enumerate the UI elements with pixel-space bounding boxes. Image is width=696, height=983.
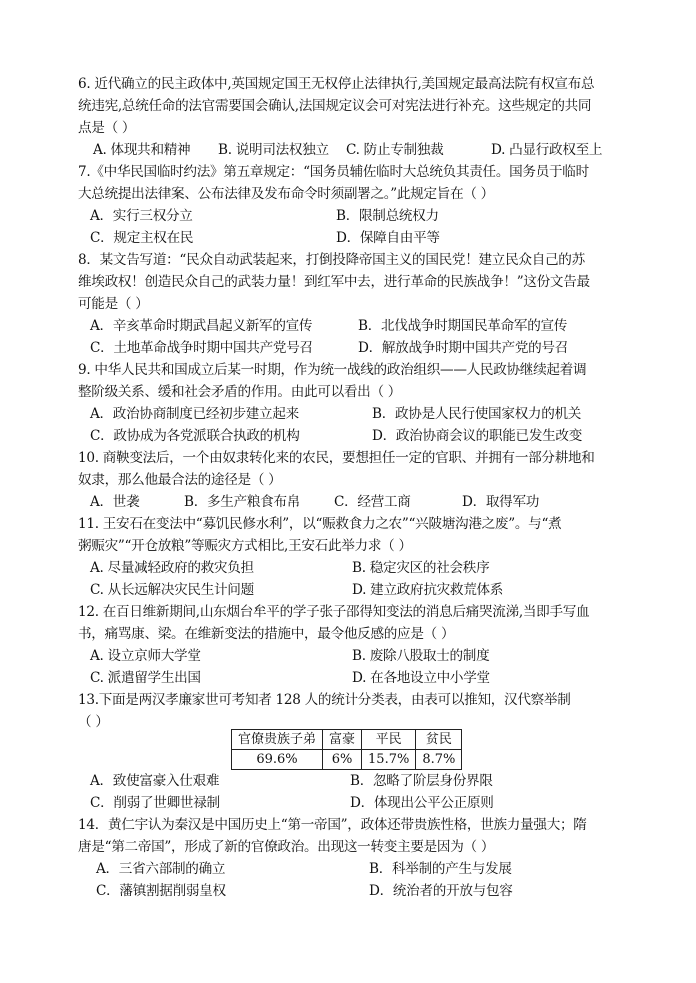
q10-option-a: A．世袭 bbox=[90, 494, 140, 510]
q14-option-c: C．藩镇割据削弱皇权 bbox=[96, 883, 226, 899]
table-cell: 6% bbox=[323, 750, 362, 770]
q12-stem-line-2: 书，痛骂康、梁。在维新变法的措施中，最令他反感的应是（ ） bbox=[78, 626, 455, 642]
q9-option-d: D．政治协商会议的职能已发生改变 bbox=[372, 428, 583, 444]
q10-option-c: C．经营工商 bbox=[334, 494, 411, 510]
q13-option-b: B．忽略了阶层身份界限 bbox=[350, 773, 493, 789]
q7-stem-line-1: 7.《中华民国临时约法》第五章规定：“国务员辅佐临时大总统负其责任。国务员于临时 bbox=[78, 164, 589, 180]
q10-option-d: D．取得军功 bbox=[462, 494, 540, 510]
q7-stem-line-2: 大总统提出法律案、公布法律及发布命令时须副署之。”此规定旨在（ ） bbox=[78, 186, 494, 202]
hereditary-stats-table bbox=[231, 729, 462, 770]
table-header-cell: 贫民 bbox=[416, 730, 462, 750]
q8-option-b: B．北伐战争时期国民革命军的宣传 bbox=[358, 318, 568, 334]
q7-option-a: A．实行三权分立 bbox=[90, 208, 193, 224]
q6-option-b: B. 说明司法权独立 bbox=[218, 142, 329, 158]
q11-option-b: B. 稳定灾区的社会秩序 bbox=[352, 560, 490, 576]
q12-option-a: A. 设立京师大学堂 bbox=[90, 648, 201, 664]
q14-option-a: A．三省六部制的确立 bbox=[96, 861, 226, 877]
table-header-cell: 官僚贵族子弟 bbox=[232, 730, 323, 750]
q10-stem-line-2: 奴隶，那么他最合法的途径是（ ） bbox=[78, 472, 282, 488]
q7-option-c: C．规定主权在民 bbox=[90, 230, 194, 246]
table-cell: 8.7% bbox=[416, 750, 462, 770]
q12-option-c: C. 派遣留学生出国 bbox=[90, 670, 201, 686]
q6-stem-line-1: 6. 近代确立的民主政体中,英国规定国王无权停止法律执行,美国规定最高法院有权宣布总 bbox=[78, 76, 595, 92]
q11-option-c: C. 从长远解决灾民生计问题 bbox=[90, 582, 254, 598]
q12-stem-line-1: 12. 在百日维新期间,山东烟台牟平的学子张子邵得知变法的消息后痛哭流涕,当即手写血 bbox=[78, 604, 590, 620]
q9-stem-line-1: 9. 中华人民共和国成立后某一时期，作为统一战线的政治组织——人民政协继续起着调 bbox=[78, 362, 587, 378]
table-header-cell: 富豪 bbox=[323, 730, 362, 750]
q13-option-a: A．致使富豪入仕艰难 bbox=[90, 773, 220, 789]
q11-stem-line-1: 11. 王安石在变法中“募饥民修水利”，以“赈救食力之农”“兴陂塘沟港之废”。与“煮 bbox=[78, 516, 562, 532]
q9-option-c: C．政协成为各党派联合执政的机构 bbox=[90, 428, 300, 444]
q8-stem-line-2: 维埃政权！创造民众自己的武装力量！到红军中去，进行革命的民族战争！”这份文告最 bbox=[78, 274, 590, 290]
q10-option-b: B．多生产粮食布帛 bbox=[184, 494, 301, 510]
table-header-row bbox=[232, 730, 462, 750]
q14-stem-line-2: 唐是“第二帝国”，形成了新的官僚政治。出现这一转变主要是因为（ ） bbox=[78, 839, 495, 855]
q9-stem-line-2: 整阶级关系、缓和社会矛盾的作用。由此可以看出（ ） bbox=[78, 384, 402, 400]
q7-option-d: D．保障自由平等 bbox=[336, 230, 440, 246]
q11-option-a: A. 尽量减轻政府的救灾负担 bbox=[90, 560, 254, 576]
q6-stem-line-2: 统违宪,总统任命的法官需要国会确认,法国规定议会可对宪法进行补充。这些规定的共同 bbox=[78, 98, 592, 114]
q8-stem-line-3: 可能是（ ） bbox=[78, 296, 149, 312]
q8-option-c: C．土地革命战争时期中国共产党号召 bbox=[90, 340, 313, 356]
q14-option-d: D．统治者的开放与包容 bbox=[369, 883, 513, 899]
q9-option-a: A．政治协商制度已经初步建立起来 bbox=[90, 406, 299, 422]
table-cell: 69.6% bbox=[232, 750, 323, 770]
q6-option-d: D. 凸显行政权至上 bbox=[491, 142, 603, 158]
q11-option-d: D. 建立政府抗灾救荒体系 bbox=[352, 582, 504, 598]
q13-stem-line-2: （ ） bbox=[78, 714, 109, 730]
q6-option-a: A. 体现共和精神 bbox=[93, 142, 191, 158]
q8-option-d: D．解放战争时期中国共产党的号召 bbox=[358, 340, 569, 356]
q13-stem-line-1: 13.下面是两汉孝廉家世可考知者 128 人的统计分类表，由表可以推知，汉代察举制 bbox=[78, 692, 571, 708]
q6-option-c: C. 防止专制独裁 bbox=[346, 142, 444, 158]
q14-stem-line-1: 14．黄仁宇认为秦汉是中国历史上“第一帝国”，政体还带贵族性格，世族力量强大；隋 bbox=[78, 817, 587, 833]
q10-stem-line-1: 10. 商鞅变法后，一个由奴隶转化来的农民，要想担任一定的官职、并拥有一部分耕地和 bbox=[78, 450, 595, 466]
table-cell: 15.7% bbox=[362, 750, 416, 770]
table-header-cell: 平民 bbox=[362, 730, 416, 750]
q13-option-d: D．体现出公平公正原则 bbox=[350, 795, 494, 811]
q14-option-b: B．科举制的产生与发展 bbox=[369, 861, 512, 877]
q9-option-b: B．政协是人民行使国家权力的机关 bbox=[372, 406, 582, 422]
q6-stem-line-3: 点是（ ） bbox=[78, 120, 136, 136]
q8-stem-line-1: 8．某文告写道：“民众自动武装起来，打倒投降帝国主义的国民党！建立民众自己的苏 bbox=[78, 252, 585, 268]
q8-option-a: A．辛亥革命时期武昌起义新军的宣传 bbox=[90, 318, 313, 334]
q12-option-b: B. 废除八股取士的制度 bbox=[352, 648, 490, 664]
table-row bbox=[232, 750, 462, 770]
q11-stem-line-2: 粥赈灾”“开仓放粮”等赈灾方式相比,王安石此举力求（ ） bbox=[78, 538, 412, 554]
q12-option-d: D. 在各地设立中小学堂 bbox=[352, 670, 490, 686]
q13-option-c: C．削弱了世卿世禄制 bbox=[90, 795, 220, 811]
q7-option-b: B．限制总统权力 bbox=[336, 208, 439, 224]
